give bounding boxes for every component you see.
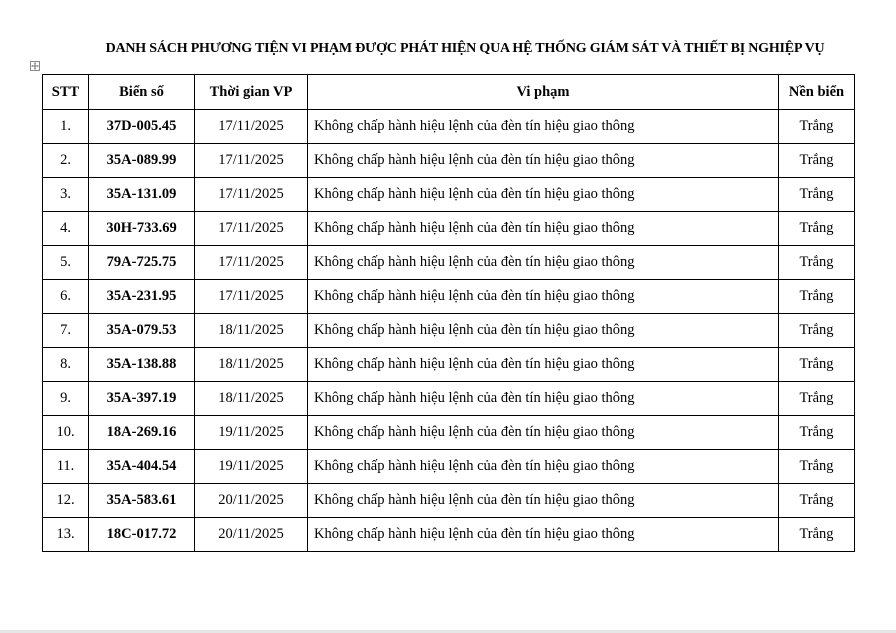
cell-plate: 35A-231.95: [89, 280, 195, 314]
table-row: [43, 212, 855, 246]
cell-stt: 2.: [43, 144, 89, 178]
cell-plate: 35A-404.54: [89, 450, 195, 484]
cell-stt: 4.: [43, 212, 89, 246]
cell-violation: Không chấp hành hiệu lệnh của đèn tín hiệu giao thông: [308, 382, 779, 416]
cell-time: 17/11/2025: [195, 178, 308, 212]
cell-plate: 35A-089.99: [89, 144, 195, 178]
cell-violation: Không chấp hành hiệu lệnh của đèn tín hiệu giao thông: [308, 178, 779, 212]
page-title: DANH SÁCH PHƯƠNG TIỆN VI PHẠM ĐƯỢC PHÁT HIỆN QUA HỆ THỐNG GIÁM SÁT VÀ THIẾT BỊ NGHIỆP VỤ: [105, 41, 825, 56]
cell-background: Trắng: [779, 416, 855, 450]
cell-time: 20/11/2025: [195, 484, 308, 518]
cell-background: Trắng: [779, 280, 855, 314]
cell-plate: 37D-005.45: [89, 110, 195, 144]
cell-violation: Không chấp hành hiệu lệnh của đèn tín hiệu giao thông: [308, 348, 779, 382]
cell-time: 18/11/2025: [195, 348, 308, 382]
cell-background: Trắng: [779, 450, 855, 484]
cell-stt: 1.: [43, 110, 89, 144]
cell-stt: 7.: [43, 314, 89, 348]
cell-violation: Không chấp hành hiệu lệnh của đèn tín hiệu giao thông: [308, 416, 779, 450]
table-row: [43, 484, 855, 518]
cell-background: Trắng: [779, 212, 855, 246]
cell-plate: 30H-733.69: [89, 212, 195, 246]
cell-time: 19/11/2025: [195, 416, 308, 450]
cell-plate: 35A-583.61: [89, 484, 195, 518]
table-row: [43, 348, 855, 382]
cell-violation: Không chấp hành hiệu lệnh của đèn tín hiệu giao thông: [308, 280, 779, 314]
header-time: Thời gian VP: [195, 75, 308, 110]
table-move-handle[interactable]: [30, 61, 40, 71]
cell-stt: 5.: [43, 246, 89, 280]
table-row: [43, 178, 855, 212]
cell-plate: 79A-725.75: [89, 246, 195, 280]
cell-violation: Không chấp hành hiệu lệnh của đèn tín hiệu giao thông: [308, 212, 779, 246]
cell-background: Trắng: [779, 110, 855, 144]
cell-time: 19/11/2025: [195, 450, 308, 484]
table-row: [43, 246, 855, 280]
violations-table: [42, 74, 855, 552]
cell-time: 20/11/2025: [195, 518, 308, 552]
cell-background: Trắng: [779, 144, 855, 178]
cell-violation: Không chấp hành hiệu lệnh của đèn tín hiệu giao thông: [308, 314, 779, 348]
cell-stt: 6.: [43, 280, 89, 314]
cell-time: 17/11/2025: [195, 110, 308, 144]
cell-background: Trắng: [779, 518, 855, 552]
cell-stt: 11.: [43, 450, 89, 484]
cell-time: 18/11/2025: [195, 382, 308, 416]
header-violation: Vi phạm: [308, 75, 779, 110]
cell-background: Trắng: [779, 348, 855, 382]
cell-violation: Không chấp hành hiệu lệnh của đèn tín hiệu giao thông: [308, 110, 779, 144]
cell-plate: 18A-269.16: [89, 416, 195, 450]
cell-background: Trắng: [779, 314, 855, 348]
table-row: [43, 416, 855, 450]
table-row: [43, 280, 855, 314]
cell-time: 17/11/2025: [195, 212, 308, 246]
table-row: [43, 314, 855, 348]
cell-violation: Không chấp hành hiệu lệnh của đèn tín hiệu giao thông: [308, 144, 779, 178]
table-header-row: [43, 75, 855, 110]
cell-time: 17/11/2025: [195, 280, 308, 314]
cell-background: Trắng: [779, 382, 855, 416]
cell-stt: 3.: [43, 178, 89, 212]
cell-stt: 8.: [43, 348, 89, 382]
cell-plate: 35A-079.53: [89, 314, 195, 348]
header-stt: STT: [43, 75, 89, 110]
table-row: [43, 144, 855, 178]
table-row: [43, 110, 855, 144]
cell-plate: 35A-397.19: [89, 382, 195, 416]
cell-stt: 13.: [43, 518, 89, 552]
cell-violation: Không chấp hành hiệu lệnh của đèn tín hiệu giao thông: [308, 484, 779, 518]
cell-violation: Không chấp hành hiệu lệnh của đèn tín hiệu giao thông: [308, 246, 779, 280]
cell-violation: Không chấp hành hiệu lệnh của đèn tín hiệu giao thông: [308, 450, 779, 484]
cell-time: 18/11/2025: [195, 314, 308, 348]
cell-plate: 35A-131.09: [89, 178, 195, 212]
table-row: [43, 518, 855, 552]
cell-background: Trắng: [779, 178, 855, 212]
cell-time: 17/11/2025: [195, 144, 308, 178]
cell-stt: 10.: [43, 416, 89, 450]
cell-plate: 18C-017.72: [89, 518, 195, 552]
cell-plate: 35A-138.88: [89, 348, 195, 382]
header-plate: Biển số: [89, 75, 195, 110]
header-background: Nền biển: [779, 75, 855, 110]
cell-violation: Không chấp hành hiệu lệnh của đèn tín hiệu giao thông: [308, 518, 779, 552]
cell-stt: 9.: [43, 382, 89, 416]
move-arrows-icon: [31, 62, 39, 70]
table-row: [43, 382, 855, 416]
table-row: [43, 450, 855, 484]
cell-time: 17/11/2025: [195, 246, 308, 280]
cell-stt: 12.: [43, 484, 89, 518]
cell-background: Trắng: [779, 484, 855, 518]
cell-background: Trắng: [779, 246, 855, 280]
